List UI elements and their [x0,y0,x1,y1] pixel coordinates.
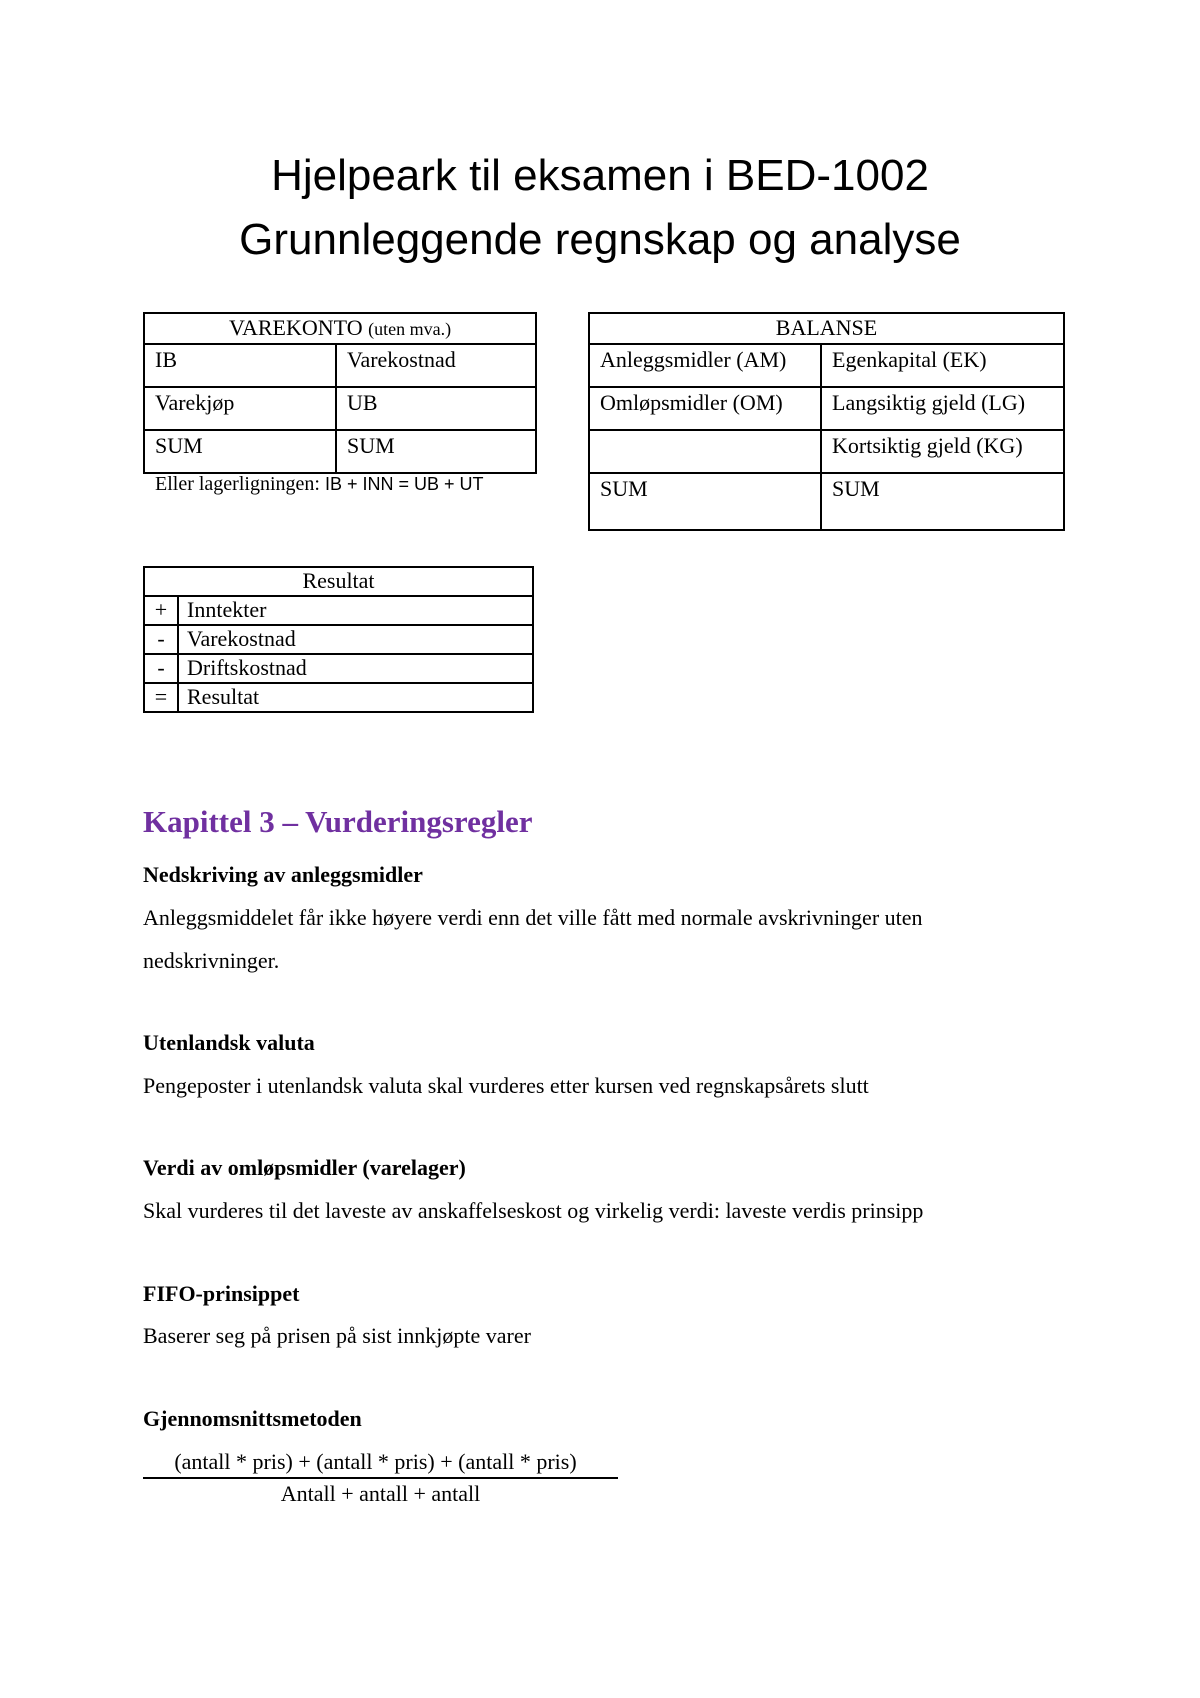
table-row [144,683,533,712]
section-title: Gjennomsnittsmetoden [143,1406,362,1431]
balanse-cell: Egenkapital (EK) [821,344,1064,387]
section-title: Nedskriving av anleggsmidler [143,862,423,887]
balanse-cell [589,430,821,473]
balanse-cell: SUM [589,473,821,530]
section-title: FIFO-prinsippet [143,1281,300,1306]
resultat-sign: - [144,625,178,654]
varekonto-table [143,312,537,474]
varekonto-cell: Varekostnad [336,344,536,387]
table-row [589,473,1064,530]
balanse-cell: Langsiktig gjeld (LG) [821,387,1064,430]
resultat-cell: Inntekter [178,596,533,625]
varekonto-cell: SUM [144,430,336,473]
section-body: Skal vurderes til det laveste av anskaffelseskost og virkelig verdi: laveste verdis prinsipp [143,1198,924,1223]
balanse-header: BALANSE [589,313,1064,344]
resultat-table [143,566,534,713]
chapter-heading: Kapittel 3 – Vurderingsregler [143,804,533,839]
varekonto-cell: SUM [336,430,536,473]
varekonto-header: VAREKONTO (uten mva.) [144,313,536,344]
lagerligning-note: Eller lagerligningen: IB + INN = UB + UT [155,473,484,495]
page-title-line-1: Hjelpeark til eksamen i BED-1002 [271,151,929,200]
table-row [144,344,536,387]
section-body: Baserer seg på prisen på sist innkjøpte varer [143,1323,531,1348]
resultat-sign: = [144,683,178,712]
resultat-header: Resultat [144,567,533,596]
section-body-line: Anleggsmiddelet får ikke høyere verdi enn det ville fått med normale avskrivninger uten [143,905,923,930]
table-row [589,387,1064,430]
table-row [144,430,536,473]
section-body-line: nedskrivninger. [143,948,280,973]
resultat-sign: + [144,596,178,625]
section-title: Utenlandsk valuta [143,1030,315,1055]
gjennomsnitt-formula [143,1447,618,1509]
varekonto-cell: UB [336,387,536,430]
resultat-sign: - [144,654,178,683]
section-body: Pengeposter i utenlandsk valuta skal vurderes etter kursen ved regnskapsårets slutt [143,1073,869,1098]
resultat-cell: Driftskostnad [178,654,533,683]
balanse-cell: SUM [821,473,1064,530]
table-row [144,654,533,683]
balanse-cell: Anleggsmidler (AM) [589,344,821,387]
table-row [144,387,536,430]
table-row [589,344,1064,387]
table-row [144,625,533,654]
page-title-line-2: Grunnleggende regnskap og analyse [239,215,961,264]
formula-numerator: (antall * pris) + (antall * pris) + (antall * pris) [143,1447,618,1479]
resultat-cell: Varekostnad [178,625,533,654]
balanse-table [588,312,1065,531]
varekonto-cell: IB [144,344,336,387]
formula-denominator: Antall + antall + antall [280,1481,481,1506]
resultat-cell: Resultat [178,683,533,712]
varekonto-cell: Varekjøp [144,387,336,430]
balanse-cell: Kortsiktig gjeld (KG) [821,430,1064,473]
section-body [143,896,1063,982]
balanse-cell: Omløpsmidler (OM) [589,387,821,430]
section-title: Verdi av omløpsmidler (varelager) [143,1155,466,1180]
table-row [144,596,533,625]
lagerligning-formula: IB + INN = UB + UT [324,474,484,494]
table-row [589,430,1064,473]
